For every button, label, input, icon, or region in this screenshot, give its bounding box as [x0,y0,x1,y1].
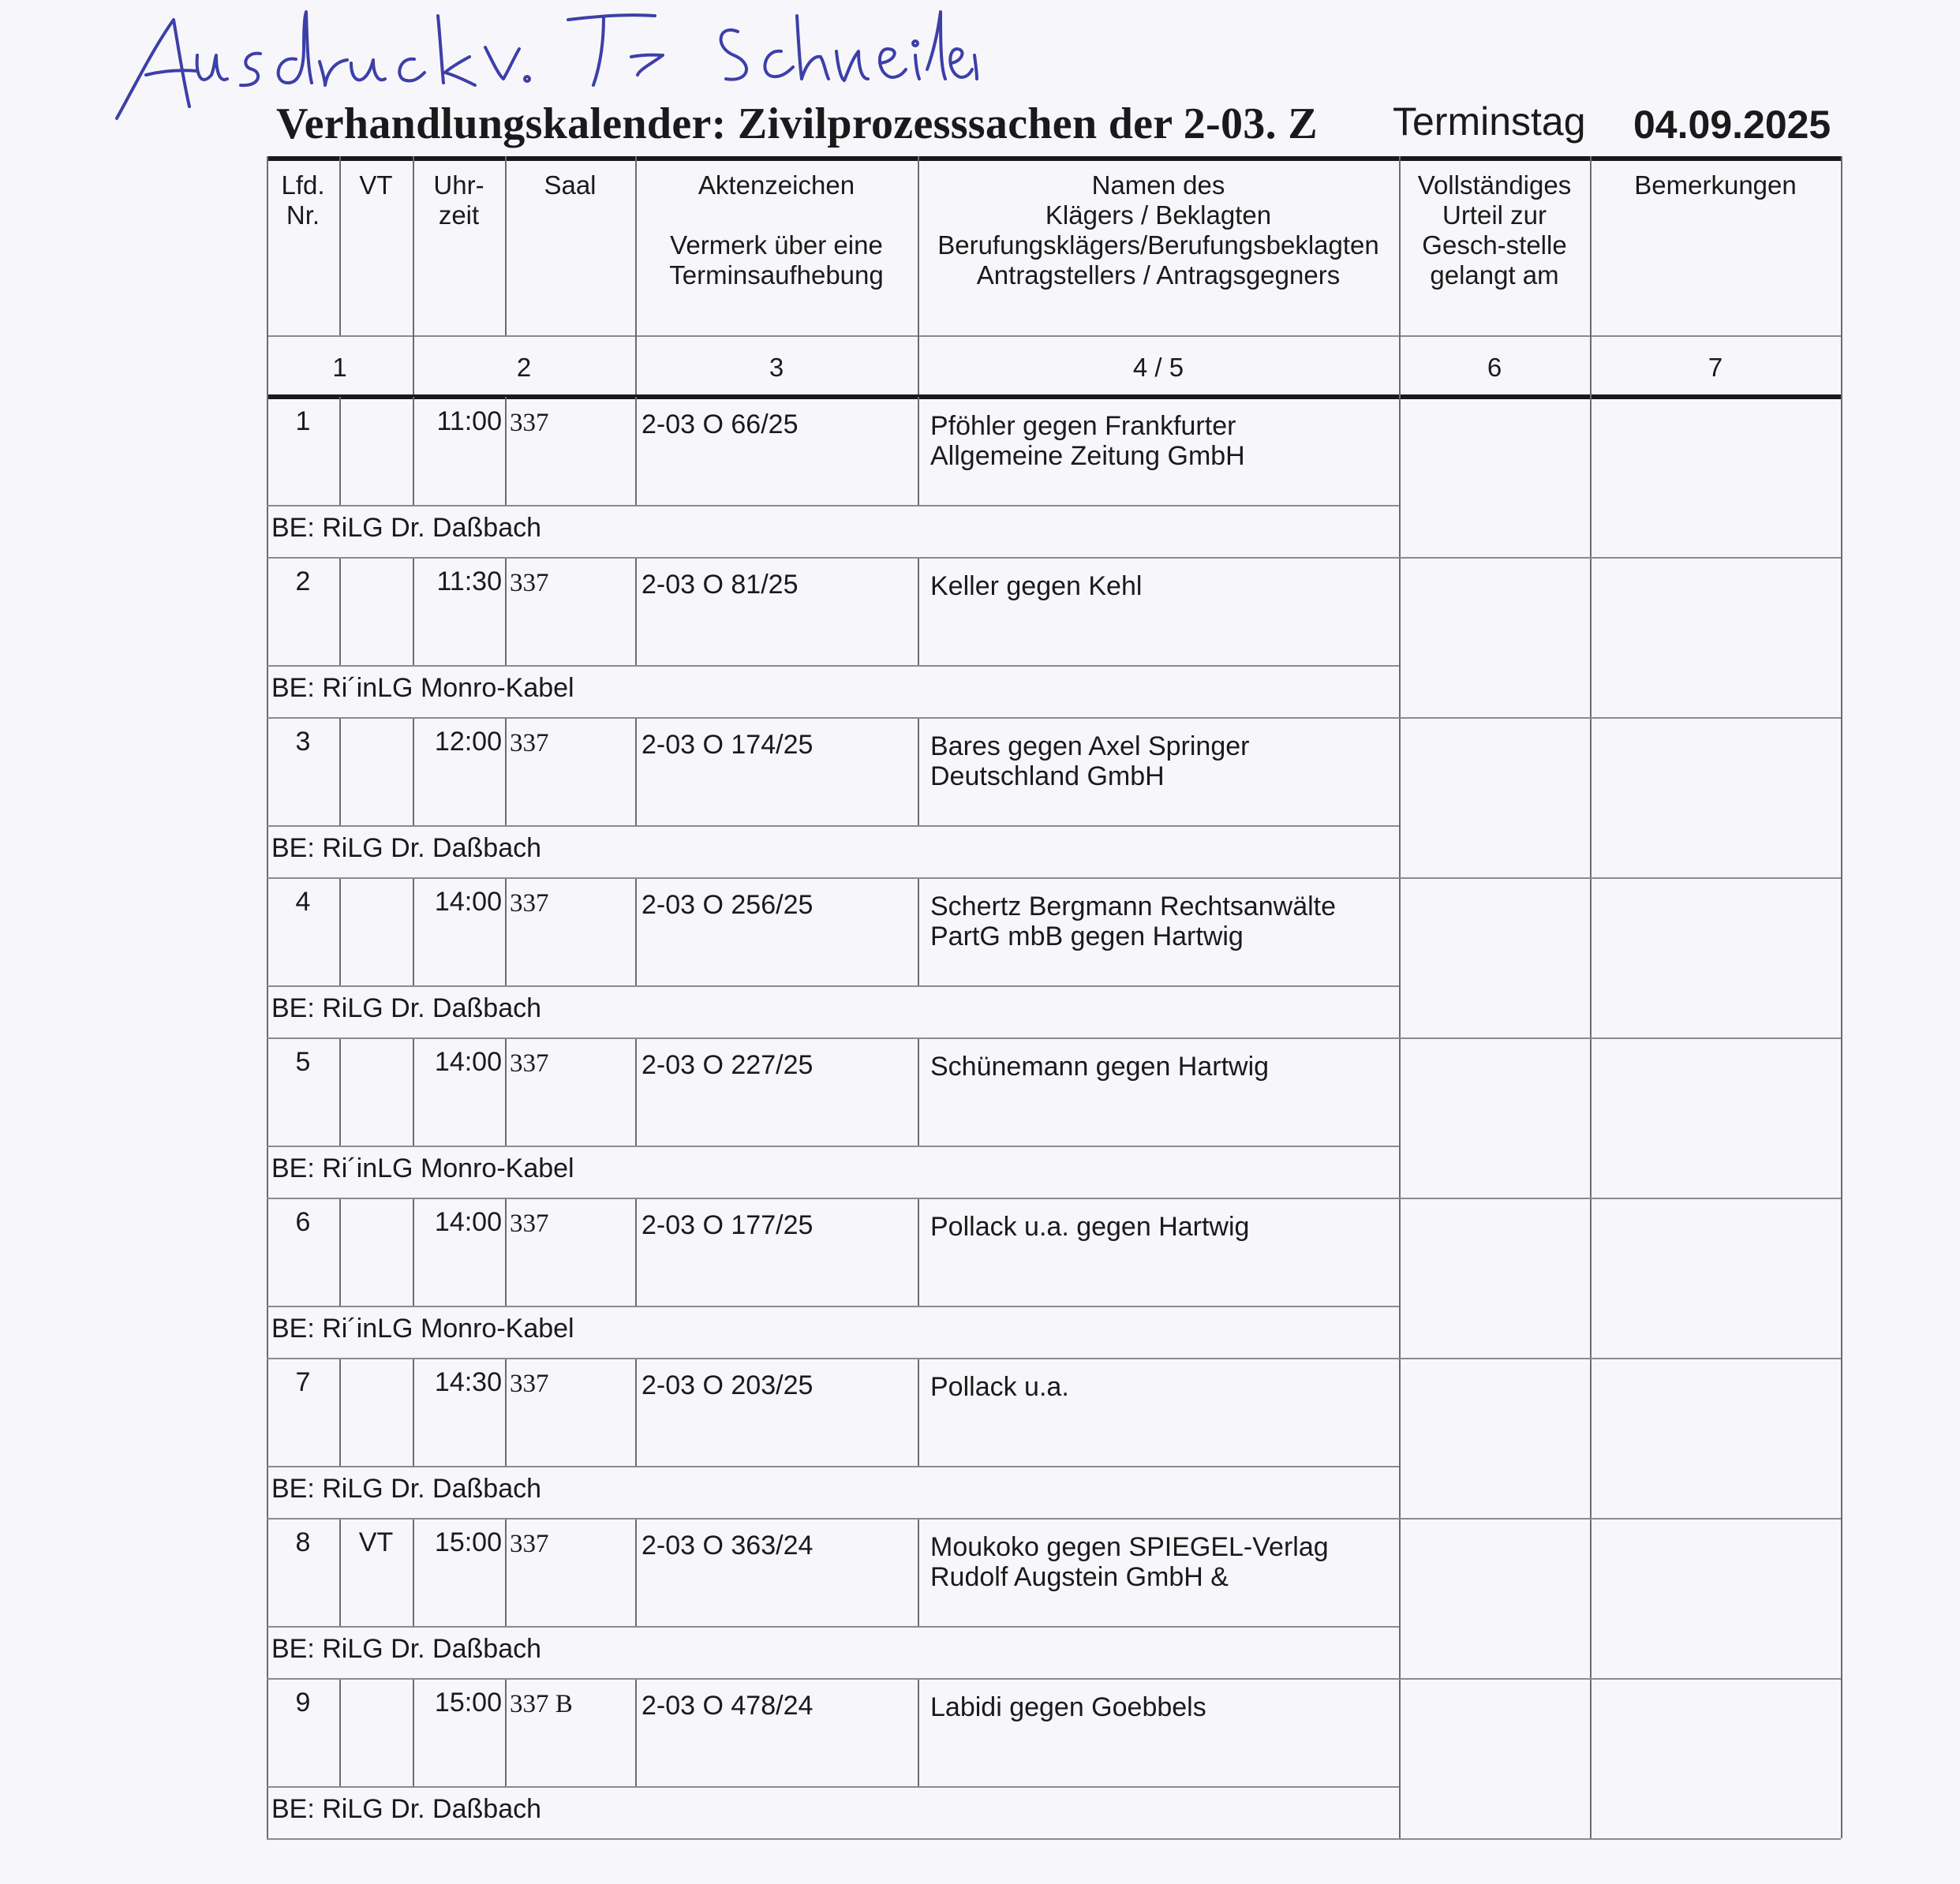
column-header: Uhr- zeit [433,170,484,230]
table-bottom-border [267,1838,1841,1840]
header-divider [267,335,1841,337]
row-column-line [918,557,919,665]
col7-left-line [1590,394,1592,1838]
row-number: 3 [295,727,311,757]
row-time: 14:00 [434,1207,502,1237]
row-column-line [635,397,637,505]
row-column-line [918,1198,919,1306]
row-room: 337 [510,1049,549,1078]
column-header: Saal [544,170,597,200]
row-number: 9 [295,1688,311,1718]
row-judge: BE: Ri´inLG Monro-Kabel [271,1153,574,1183]
column-number: 6 [1487,353,1502,382]
table-left-border [267,394,268,1838]
row-time: 11:30 [436,566,502,596]
row-column-line [505,1358,507,1466]
row-be-divider [267,665,1399,667]
row-parties: Pollack u.a. [930,1372,1069,1402]
row-time: 14:30 [434,1367,502,1397]
row-vt: VT [358,1527,394,1557]
row-file-number: 2-03 O 81/25 [641,570,799,600]
row-parties: Bares gegen Axel Springer Deutschland GmbH [930,731,1250,791]
row-file-number: 2-03 O 177/25 [641,1210,814,1240]
column-number: 3 [769,353,784,382]
row-column-line [635,717,637,825]
row-room: 337 [510,409,549,437]
row-separator [267,1037,1841,1039]
row-separator [267,1358,1841,1359]
row-number: 6 [295,1207,311,1237]
row-judge: BE: RiLG Dr. Daßbach [271,993,542,1023]
row-parties: Pollack u.a. gegen Hartwig [930,1212,1250,1242]
column-header: Vollständiges Urteil zur Gesch-stelle gelangt am [1417,170,1572,290]
row-file-number: 2-03 O 66/25 [641,409,799,439]
row-judge: BE: RiLG Dr. Daßbach [271,513,542,543]
row-be-divider [267,1146,1399,1147]
row-column-line [918,1678,919,1786]
table-top-border [267,156,1841,161]
row-room: 337 [510,1209,549,1238]
row-column-line [339,877,341,985]
row-file-number: 2-03 O 478/24 [641,1691,814,1721]
row-file-number: 2-03 O 363/24 [641,1531,814,1561]
column-number: 4 / 5 [1132,353,1184,382]
row-parties: Moukoko gegen SPIEGEL-Verlag Rudolf Augstein GmbH & [930,1532,1329,1592]
row-judge: BE: Ri´inLG Monro-Kabel [271,673,574,703]
row-column-line [918,717,919,825]
row-room: 337 B [510,1690,573,1718]
row-column-line [505,1678,507,1786]
row-file-number: 2-03 O 203/25 [641,1370,814,1400]
row-column-line [505,717,507,825]
date-label: Terminstag [1393,99,1586,144]
row-judge: BE: RiLG Dr. Daßbach [271,1634,542,1664]
row-time: 11:00 [436,406,502,436]
row-number: 8 [295,1527,311,1557]
column-header: Aktenzeichen Vermerk über eine Terminsaufhebung [669,170,884,290]
column-header: VT [359,170,393,200]
number-column-line [1841,335,1842,394]
date-value: 04.09.2025 [1633,103,1831,147]
row-column-line [505,397,507,505]
column-header: Bemerkungen [1634,170,1797,200]
row-separator [267,557,1841,559]
row-be-divider [267,1786,1399,1788]
row-room: 337 [510,889,549,918]
row-column-line [339,717,341,825]
row-parties: Schertz Bergmann Rechtsanwälte PartG mbB gegen Hartwig [930,892,1337,951]
row-judge: BE: RiLG Dr. Daßbach [271,833,542,863]
row-column-line [339,557,341,665]
row-column-line [339,1358,341,1466]
row-be-divider [267,1626,1399,1628]
row-be-divider [267,505,1399,507]
table-right-border [1841,394,1842,1838]
row-file-number: 2-03 O 256/25 [641,890,814,920]
row-column-line [505,877,507,985]
row-separator [267,717,1841,719]
row-column-line [918,1037,919,1146]
row-parties: Pföhler gegen Frankfurter Allgemeine Zeitung GmbH [930,411,1245,471]
row-column-line [635,1037,637,1146]
row-number: 2 [295,566,311,596]
row-parties: Keller gegen Kehl [930,571,1143,601]
row-number: 4 [295,887,311,917]
row-column-line [635,1358,637,1466]
row-parties: Labidi gegen Goebbels [930,1692,1206,1722]
column-number: 7 [1708,353,1723,382]
row-column-line [505,1518,507,1626]
document-header [276,91,1854,154]
row-column-line [635,877,637,985]
row-time: 14:00 [434,887,502,917]
col6-left-line [1399,394,1401,1838]
row-column-line [635,1518,637,1626]
row-time: 14:00 [434,1047,502,1077]
row-column-line [339,1198,341,1306]
row-column-line [918,1518,919,1626]
row-judge: BE: RiLG Dr. Daßbach [271,1474,542,1504]
row-time: 12:00 [434,727,502,757]
header-column-line [1841,156,1842,335]
row-time: 15:00 [434,1527,502,1557]
row-be-divider [267,985,1399,987]
row-room: 337 [510,1370,549,1398]
header-bottom-border [267,394,1841,399]
row-be-divider [267,1306,1399,1307]
row-be-divider [267,1466,1399,1467]
column-header: Lfd. Nr. [281,170,325,230]
row-column-line [339,1037,341,1146]
row-judge: BE: RiLG Dr. Daßbach [271,1794,542,1824]
row-column-line [918,877,919,985]
row-column-line [339,397,341,505]
row-room: 337 [510,729,549,757]
row-column-line [635,1198,637,1306]
row-column-line [918,1358,919,1466]
row-column-line [505,1037,507,1146]
row-file-number: 2-03 O 174/25 [641,730,814,760]
row-time: 15:00 [434,1688,502,1718]
row-separator [267,1678,1841,1680]
row-column-line [339,1678,341,1786]
row-room: 337 [510,569,549,597]
row-file-number: 2-03 O 227/25 [641,1050,814,1080]
row-column-line [505,557,507,665]
row-separator [267,1518,1841,1520]
row-judge: BE: Ri´inLG Monro-Kabel [271,1314,574,1344]
row-column-line [505,1198,507,1306]
row-room: 337 [510,1530,549,1558]
row-column-line [635,1678,637,1786]
page-title: Verhandlungskalender: Zivilprozesssachen der 2-03. Z [276,99,1318,148]
row-be-divider [267,825,1399,827]
row-parties: Schünemann gegen Hartwig [930,1052,1270,1082]
column-header: Namen des Klägers / Beklagten Berufungsklägers/Berufungsbeklagten Antragstellers / Antragsgegners [937,170,1379,290]
row-number: 7 [295,1367,311,1397]
row-number: 5 [295,1047,311,1077]
column-number: 2 [516,353,532,382]
column-number: 1 [332,353,347,382]
row-column-line [918,397,919,505]
row-separator [267,877,1841,879]
row-separator [267,1198,1841,1199]
row-column-line [635,557,637,665]
row-number: 1 [295,406,311,436]
